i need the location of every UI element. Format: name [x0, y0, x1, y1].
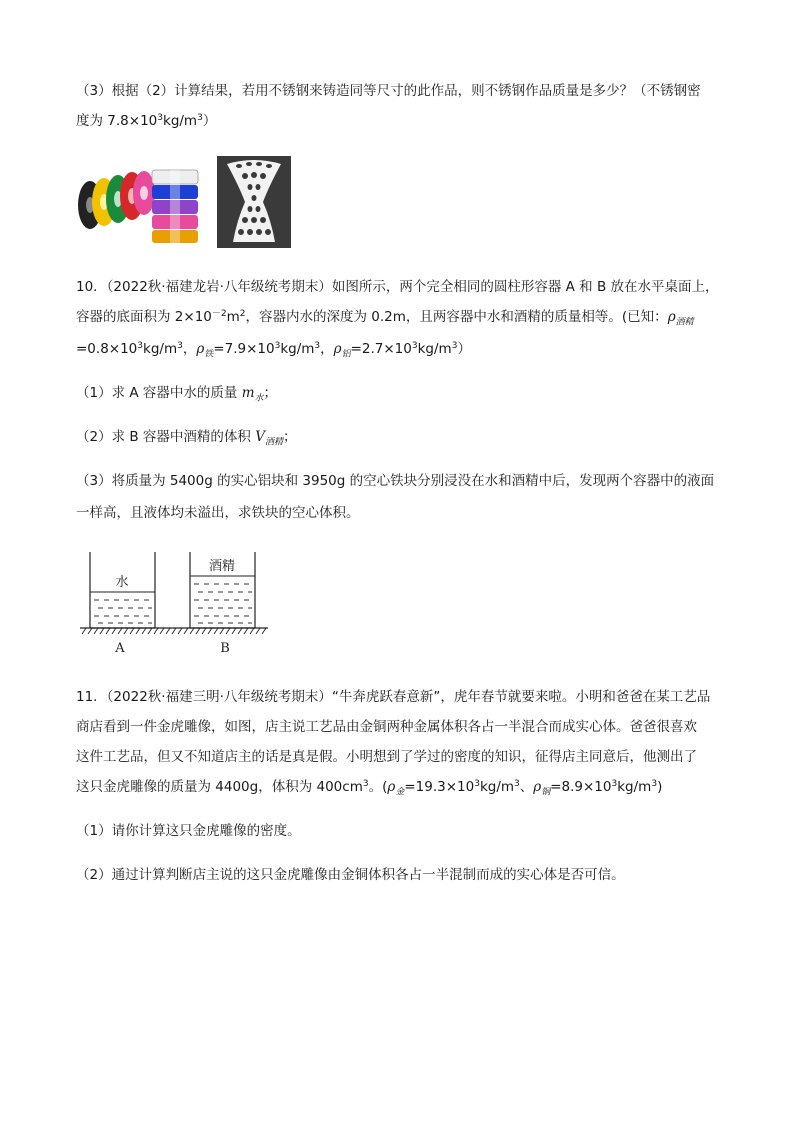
q11-line4: 这只金虎雕像的质量为 4400g，体积为 $400cm^3$。($\rho_金=19.3\times 10^3kg/m^3$、$\rho_铜=8.9\times 10^3kg/m^3$) [76, 779, 663, 798]
label-alcohol: 酒精 [208, 559, 236, 574]
q11-line3: 这件工艺品，但又不知道店主的话是真是假。小明想到了学过的密度的知识，征得店主同意后，他测出了 [76, 749, 697, 765]
q11-part1: （1）请你计算这只金虎雕像的密度。 [76, 823, 301, 839]
q10-line2: 容器的底面积为 $2\times 10^{-2}m^2$，容器内水的深度为 0.2m，且两容器中水和酒精的质量相等。(已知：$\rho_{酒精}$ [76, 309, 694, 328]
container-a [90, 552, 155, 628]
q10-line3: $=0.8\times 10^3kg/m^3$，$\rho_铁=7.9\times 10^3kg/m^3$，$\rho_铝=2.7\times 10^3kg/m^3$） [76, 341, 471, 360]
q9-part3-line2: 度为 $7.8\times 10^3kg/m^3$） [76, 113, 217, 129]
q10-part3-line2: 一样高，且液体均未溢出，求铁块的空心体积。 [76, 505, 360, 521]
q11-line2: 商店看到一件金虎雕像，如图，店主说工艺品由金铜两种金属体积各占一半混合而成实心体。爸爸很喜欢 [76, 719, 697, 735]
q11-part2: （2）通过计算判断店主说的这只金虎雕像由金铜体积各占一半混制而成的实心体是否可信。 [76, 867, 625, 883]
filament-spools-image [72, 160, 210, 245]
q11-line1: 11．（2022秋·福建三明·八年级统考期末）“牛奔虎跃春意新”，虎年春节就要来啦。小明和爸爸在某工艺品 [76, 689, 711, 705]
q10-part1: （1）求 A 容器中水的质量 $m_水$； [76, 385, 278, 404]
label-water: 水 [115, 575, 129, 590]
containers-diagram [80, 548, 280, 658]
label-a: A [115, 641, 125, 656]
q10-line1: 10．（2022秋·福建龙岩·八年级统考期末）如图所示，两个完全相同的圆柱形容器 A 和 B 放在水平桌面上， [76, 279, 719, 295]
q10-part3-line1: （3）将质量为 5400g 的实心铝块和 3950g 的空心铁块分别浸没在水和酒精中后，发现两个容器中的液面 [76, 473, 715, 489]
table-surface [80, 628, 268, 634]
q10-part2: （2）求 B 容器中酒精的体积 $V_{酒精}$； [76, 429, 297, 448]
vase-image [217, 156, 291, 248]
label-b: B [220, 641, 230, 656]
q9-part3-line1: （3）根据（2）计算结果，若用不锈钢来铸造同等尺寸的此作品，则不锈钢作品质量是多少？（不锈钢密 [76, 83, 701, 99]
